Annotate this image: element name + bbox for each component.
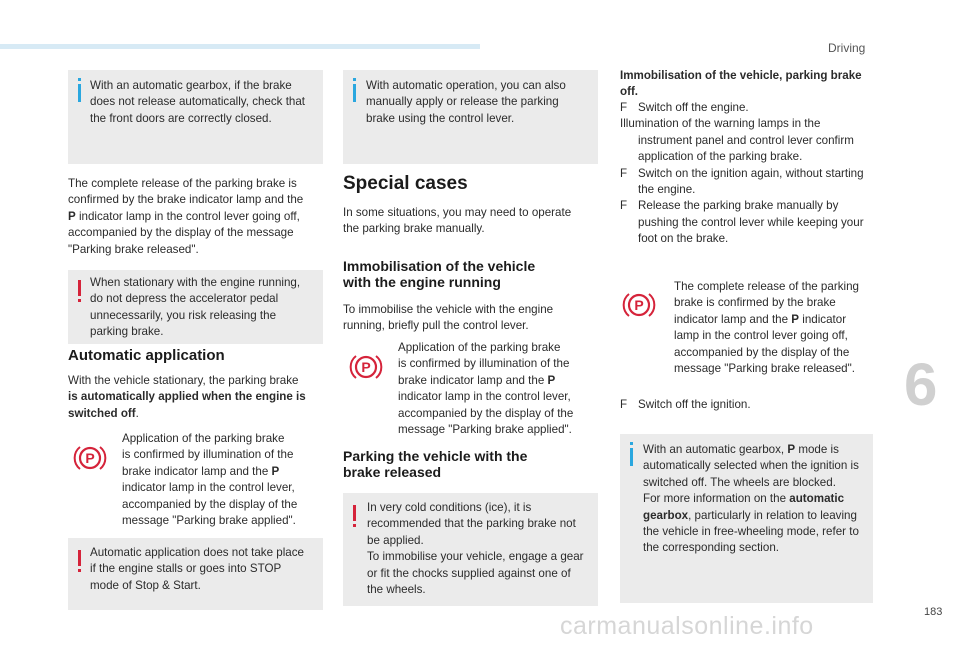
- svg-text:P: P: [634, 297, 644, 313]
- step-item: [620, 198, 882, 214]
- text-line: .: [135, 406, 139, 420]
- bold-text: Immobilisation of the vehicle, parking brake: [620, 69, 862, 82]
- bold-text: gearbox: [643, 508, 689, 522]
- heading-line: with the engine running: [343, 274, 501, 290]
- step-item: [620, 166, 882, 182]
- text-line: accompanied by the display of the: [122, 497, 298, 511]
- text-line: does not release automatically, check that: [90, 95, 306, 109]
- text-line: manually apply or release the parking: [366, 95, 559, 109]
- text-line: brake is confirmed by the brake: [674, 296, 836, 310]
- bullet: F: [620, 398, 628, 411]
- info-icon: [78, 84, 81, 102]
- info-icon: [353, 84, 356, 102]
- text-line: unnecessarily, you risk releasing the: [90, 308, 277, 322]
- heading-line: brake released: [343, 464, 442, 480]
- text-line: if the engine stalls or goes into STOP: [90, 562, 282, 576]
- text-line: message "Parking brake released".: [674, 362, 855, 376]
- paragraph-special-cases: [343, 205, 603, 238]
- text-line: , particularly in relation to leaving: [688, 508, 857, 522]
- parking-brake-icon: [622, 290, 656, 320]
- step-item: [620, 100, 882, 116]
- text-line: the parking brake manually.: [343, 222, 485, 236]
- warning-icon: [78, 550, 81, 566]
- text-line: accompanied by the display of the: [674, 345, 850, 359]
- text-line: or fit the chocks supplied against one of: [367, 566, 571, 580]
- info-box-door-check: [68, 70, 323, 164]
- heading-immobilisation-brake-off: [620, 68, 880, 101]
- watermark: carmanualsonline.info: [560, 612, 814, 640]
- text-line: To immobilise the vehicle with the engine: [343, 303, 554, 316]
- step-switch-off-ignition: [620, 397, 882, 413]
- text-line: running, briefly pull the control lever.: [343, 319, 529, 333]
- text-line: The complete release of the parking: [674, 280, 859, 293]
- text-line: Application of the parking brake: [122, 432, 285, 445]
- bold-text: is automatically applied when the engine is: [68, 390, 306, 404]
- text-line: the corresponding section.: [643, 541, 779, 555]
- text-line: be applied.: [367, 533, 424, 547]
- text-line: Switch off the engine.: [638, 101, 749, 114]
- info-box-manual-operation: [343, 70, 598, 164]
- text-line: message "Parking brake applied".: [122, 514, 296, 528]
- text-line: For more information on the: [643, 492, 790, 506]
- page-number: 183: [924, 606, 943, 618]
- svg-text:P: P: [85, 450, 95, 466]
- text-line: pushing the control lever while keeping your: [638, 215, 864, 229]
- warning-box-cold-conditions: [343, 493, 598, 606]
- svg-text:P: P: [361, 359, 371, 375]
- bold-text: switched off: [68, 406, 136, 420]
- heading-line: Parking the vehicle with the: [343, 448, 528, 464]
- text-line: With automatic operation, you can also: [366, 79, 566, 92]
- heading-automatic-application: Automatic application: [68, 347, 225, 364]
- icon-text-release-confirm: [674, 279, 879, 377]
- icon-text-apply-confirm: [122, 431, 322, 529]
- bullet: F: [620, 166, 628, 180]
- bold-letter: P: [68, 209, 76, 223]
- text-line: When stationary with the engine running,: [90, 276, 301, 289]
- text-line: mode of Stop & Start.: [90, 578, 201, 592]
- paragraph-release-confirm: [68, 176, 328, 258]
- text-line: the vehicle in free-wheeling mode, refer to: [643, 525, 859, 539]
- text-line: With the vehicle stationary, the parking brake: [68, 374, 299, 387]
- text-line: In some situations, you may need to operate: [343, 206, 572, 219]
- text-line: accompanied by the display of the message: [68, 226, 294, 240]
- text-line: brake indicator lamp and the: [398, 373, 548, 387]
- bold-letter: P: [787, 443, 796, 456]
- text-line: foot on the brake.: [638, 232, 729, 246]
- text-line: switched off. The wheels are blocked.: [643, 475, 836, 489]
- info-icon: [630, 448, 633, 466]
- text-line: Automatic application does not take place: [90, 546, 304, 559]
- text-line: is confirmed by illumination of the: [398, 357, 570, 371]
- warning-icon: [78, 280, 81, 296]
- text-line: The complete release of the parking brake is: [68, 177, 297, 190]
- text-line: parking brake.: [90, 325, 164, 339]
- text-line: indicator lamp in the control lever,: [398, 390, 571, 404]
- text-line: Illumination of the warning lamps in the: [620, 117, 821, 131]
- header-accent-bar: [0, 44, 480, 49]
- bold-letter: P: [547, 373, 556, 387]
- text-line: "Parking brake released".: [68, 242, 199, 256]
- section-title: Driving: [828, 41, 866, 55]
- text-line: is confirmed by illumination of the: [122, 448, 294, 462]
- heading-line: Immobilisation of the vehicle: [343, 258, 536, 274]
- text-line: the front doors are correctly closed.: [90, 111, 272, 125]
- text-line: application of the parking brake.: [638, 150, 803, 164]
- parking-brake-icon: [349, 352, 383, 382]
- text-line: instrument panel and control lever confirm: [638, 133, 854, 147]
- text-line: indicator lamp and the: [674, 312, 792, 326]
- text-line: With an automatic gearbox, if the brake: [90, 79, 292, 92]
- icon-text-apply-confirm: [398, 340, 598, 438]
- heading-parking-released: [343, 448, 527, 480]
- text-line: accompanied by the display of the: [398, 406, 574, 420]
- text-line: do not depress the accelerator pedal: [90, 292, 279, 306]
- chapter-number: 6: [904, 351, 938, 418]
- text-line: brake using the control lever.: [366, 111, 515, 125]
- text-line: In very cold conditions (ice), it is: [367, 501, 532, 514]
- paragraph-immobilise: [343, 302, 603, 335]
- text-line: indicator: [799, 312, 847, 326]
- text-line: Switch off the ignition.: [638, 398, 751, 411]
- text-line: Release the parking brake manually by: [638, 199, 839, 213]
- warning-box-stop-start: [68, 538, 323, 610]
- text-line: To immobilise your vehicle, engage a gear: [367, 550, 584, 564]
- text-line: lamp in the control lever going off,: [674, 329, 848, 343]
- bullet: F: [620, 199, 628, 213]
- bold-text: off.: [620, 85, 639, 99]
- bold-letter: P: [791, 312, 800, 326]
- text-line: recommended that the parking brake not: [367, 517, 576, 531]
- warning-icon: [353, 505, 356, 521]
- text-line: the wheels.: [367, 583, 426, 597]
- heading-immobilisation-running: [343, 258, 535, 290]
- text-line: mode is: [795, 443, 839, 456]
- steps-list: [620, 100, 882, 248]
- text-line: Switch on the ignition again, without starting: [638, 166, 864, 180]
- text-line: With an automatic gearbox,: [643, 443, 788, 456]
- bold-letter: P: [271, 464, 280, 478]
- text-line: automatically selected when the ignition is: [643, 459, 859, 473]
- info-box-p-mode: [620, 434, 873, 603]
- warning-box-accelerator: [68, 270, 323, 344]
- text-line: indicator lamp in the control lever going off,: [75, 209, 300, 223]
- text-line: Application of the parking brake: [398, 341, 561, 354]
- paragraph-auto-apply: [68, 373, 328, 422]
- bold-text: automatic: [789, 492, 845, 506]
- text-line: the engine.: [638, 183, 696, 197]
- bullet: F: [620, 101, 628, 114]
- heading-special-cases: Special cases: [343, 173, 468, 194]
- text-line: message "Parking brake applied".: [398, 423, 572, 437]
- parking-brake-icon: [73, 443, 107, 473]
- text-line: brake indicator lamp and the: [122, 464, 272, 478]
- text-line: confirmed by the brake indicator lamp and the: [68, 193, 304, 207]
- text-line: indicator lamp in the control lever,: [122, 481, 295, 495]
